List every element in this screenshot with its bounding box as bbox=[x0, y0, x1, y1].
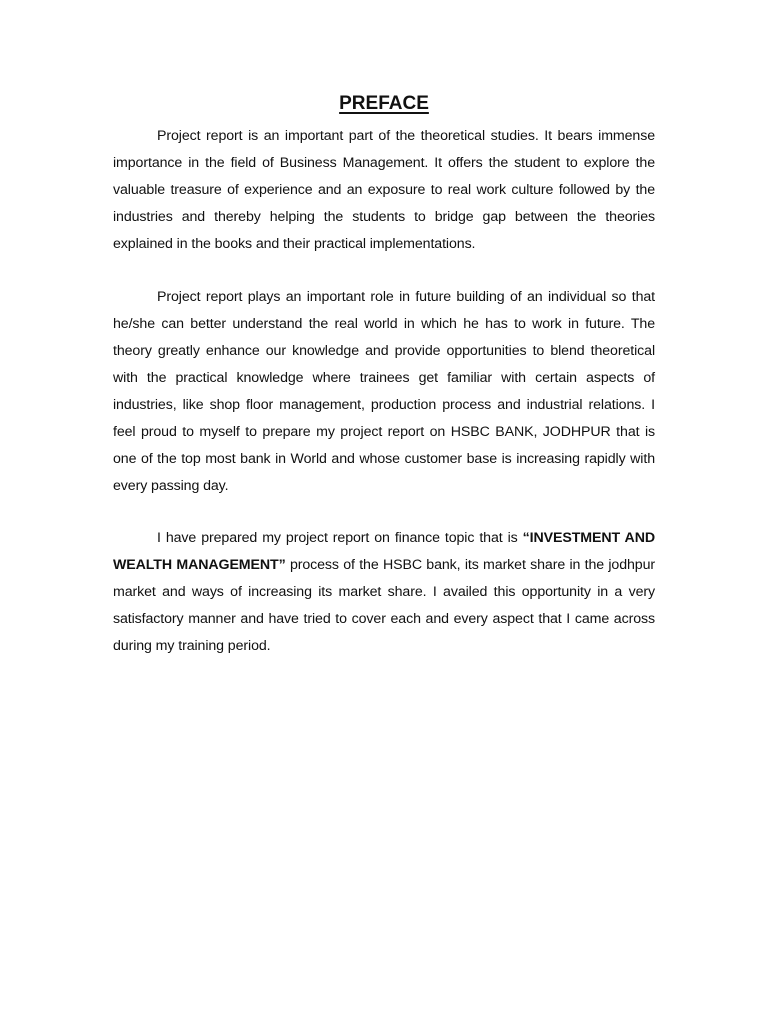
page-title bbox=[0, 92, 768, 116]
page-title-text: PREFACE bbox=[339, 93, 429, 114]
paragraph-3-rest: process of the HSBC bank, its market share in the jodhpur market and ways of increasing its market share. I availed this opportunity in a very satisfactory manner and have tried to cover each and every aspect that I came across during my training period. bbox=[113, 557, 656, 654]
paragraph-1: Project report is an important part of the theoretical studies. It bears immense importance in the field of Business Management. It offers the student to explore the valuable treasure of experience and an exposure to real work culture followed by the industries and thereby helping the students to bridge gap between the theories explained in the books and their practical implementations. bbox=[113, 128, 655, 252]
paragraph-3-intro: I have prepared my project report on finance topic that is bbox=[157, 530, 523, 546]
paragraph-2: Project report plays an important role in future building of an individual so that he/she can better understand the real world in which he has to work in future. The theory greatly enhance our knowledge and provide opportunities to blend theoretical with the practical knowledge where trainees get familiar with certain aspects of industries, like shop floor management, production process and industrial relations. I feel proud to myself to prepare my project report on HSBC BANK, JODHPUR that is one of the top most bank in World and whose customer base is increasing rapidly with every passing day. bbox=[113, 289, 655, 494]
topic-highlight: “INVESTMENT AND WEALTH MANAGEMENT” bbox=[113, 530, 655, 573]
paragraph-3 bbox=[113, 525, 655, 660]
